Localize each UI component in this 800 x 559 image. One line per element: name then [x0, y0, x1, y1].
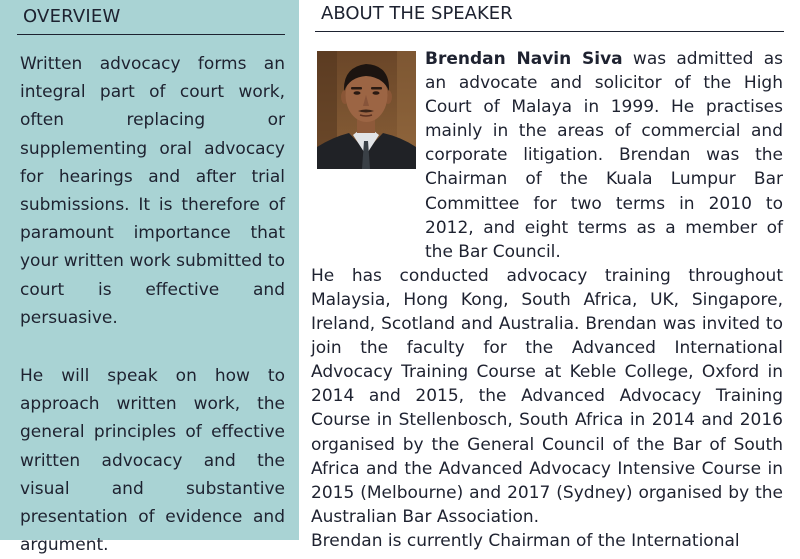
overview-panel [0, 0, 299, 556]
overview-divider [17, 34, 285, 35]
overview-heading: OVERVIEW [23, 6, 121, 27]
overview-paragraph: He will speak on how to approach written work, the general principles of effective written advocacy and the visual and substantive presentation of evidence and argument. [20, 366, 285, 556]
bio-paragraph: He has conducted advocacy training throughout Malaysia, Hong Kong, South Africa, UK, Singapore, Ireland, Scotland and Australia. Brendan was invited to join the faculty for the Advanced International Advocacy Training Course at Keble College, Oxford in 2014 and 2015, the Advanced Advocacy Training Course in Stellenbosch, South Africa in 2014 and 2016 organised by the General Council of the Bar of South Africa and the Advanced Advocacy Intensive Course in 2015 (Melbourne) and 2017 (Sydney) organised by the Australian Bar Association. [311, 265, 783, 527]
overview-paragraph: Written advocacy forms an integral part of court work, often replacing or supplementing oral advocacy for hearings and after trial submissions. It is therefore of paramount importance that your written work submitted to court is effective and persuasive. [20, 54, 285, 328]
speaker-name: Brendan Navin Siva [425, 49, 623, 69]
speaker-bio [311, 47, 783, 553]
speaker-divider [315, 31, 784, 32]
bio-paragraph [311, 47, 783, 264]
bio-paragraph: Brendan is currently Chairman of the International [311, 530, 740, 551]
bio-intro-text: was admitted as an advocate and solicitor of the High Court of Malaya in 1999. He practises mainly in the areas of commercial and corporate litigation. Brendan was the Chairman of the Kuala Lumpur Bar Committee for two terms in 2010 to 2012, and eight terms as a member of the Bar Council. [425, 49, 783, 262]
speaker-heading: ABOUT THE SPEAKER [321, 3, 513, 24]
